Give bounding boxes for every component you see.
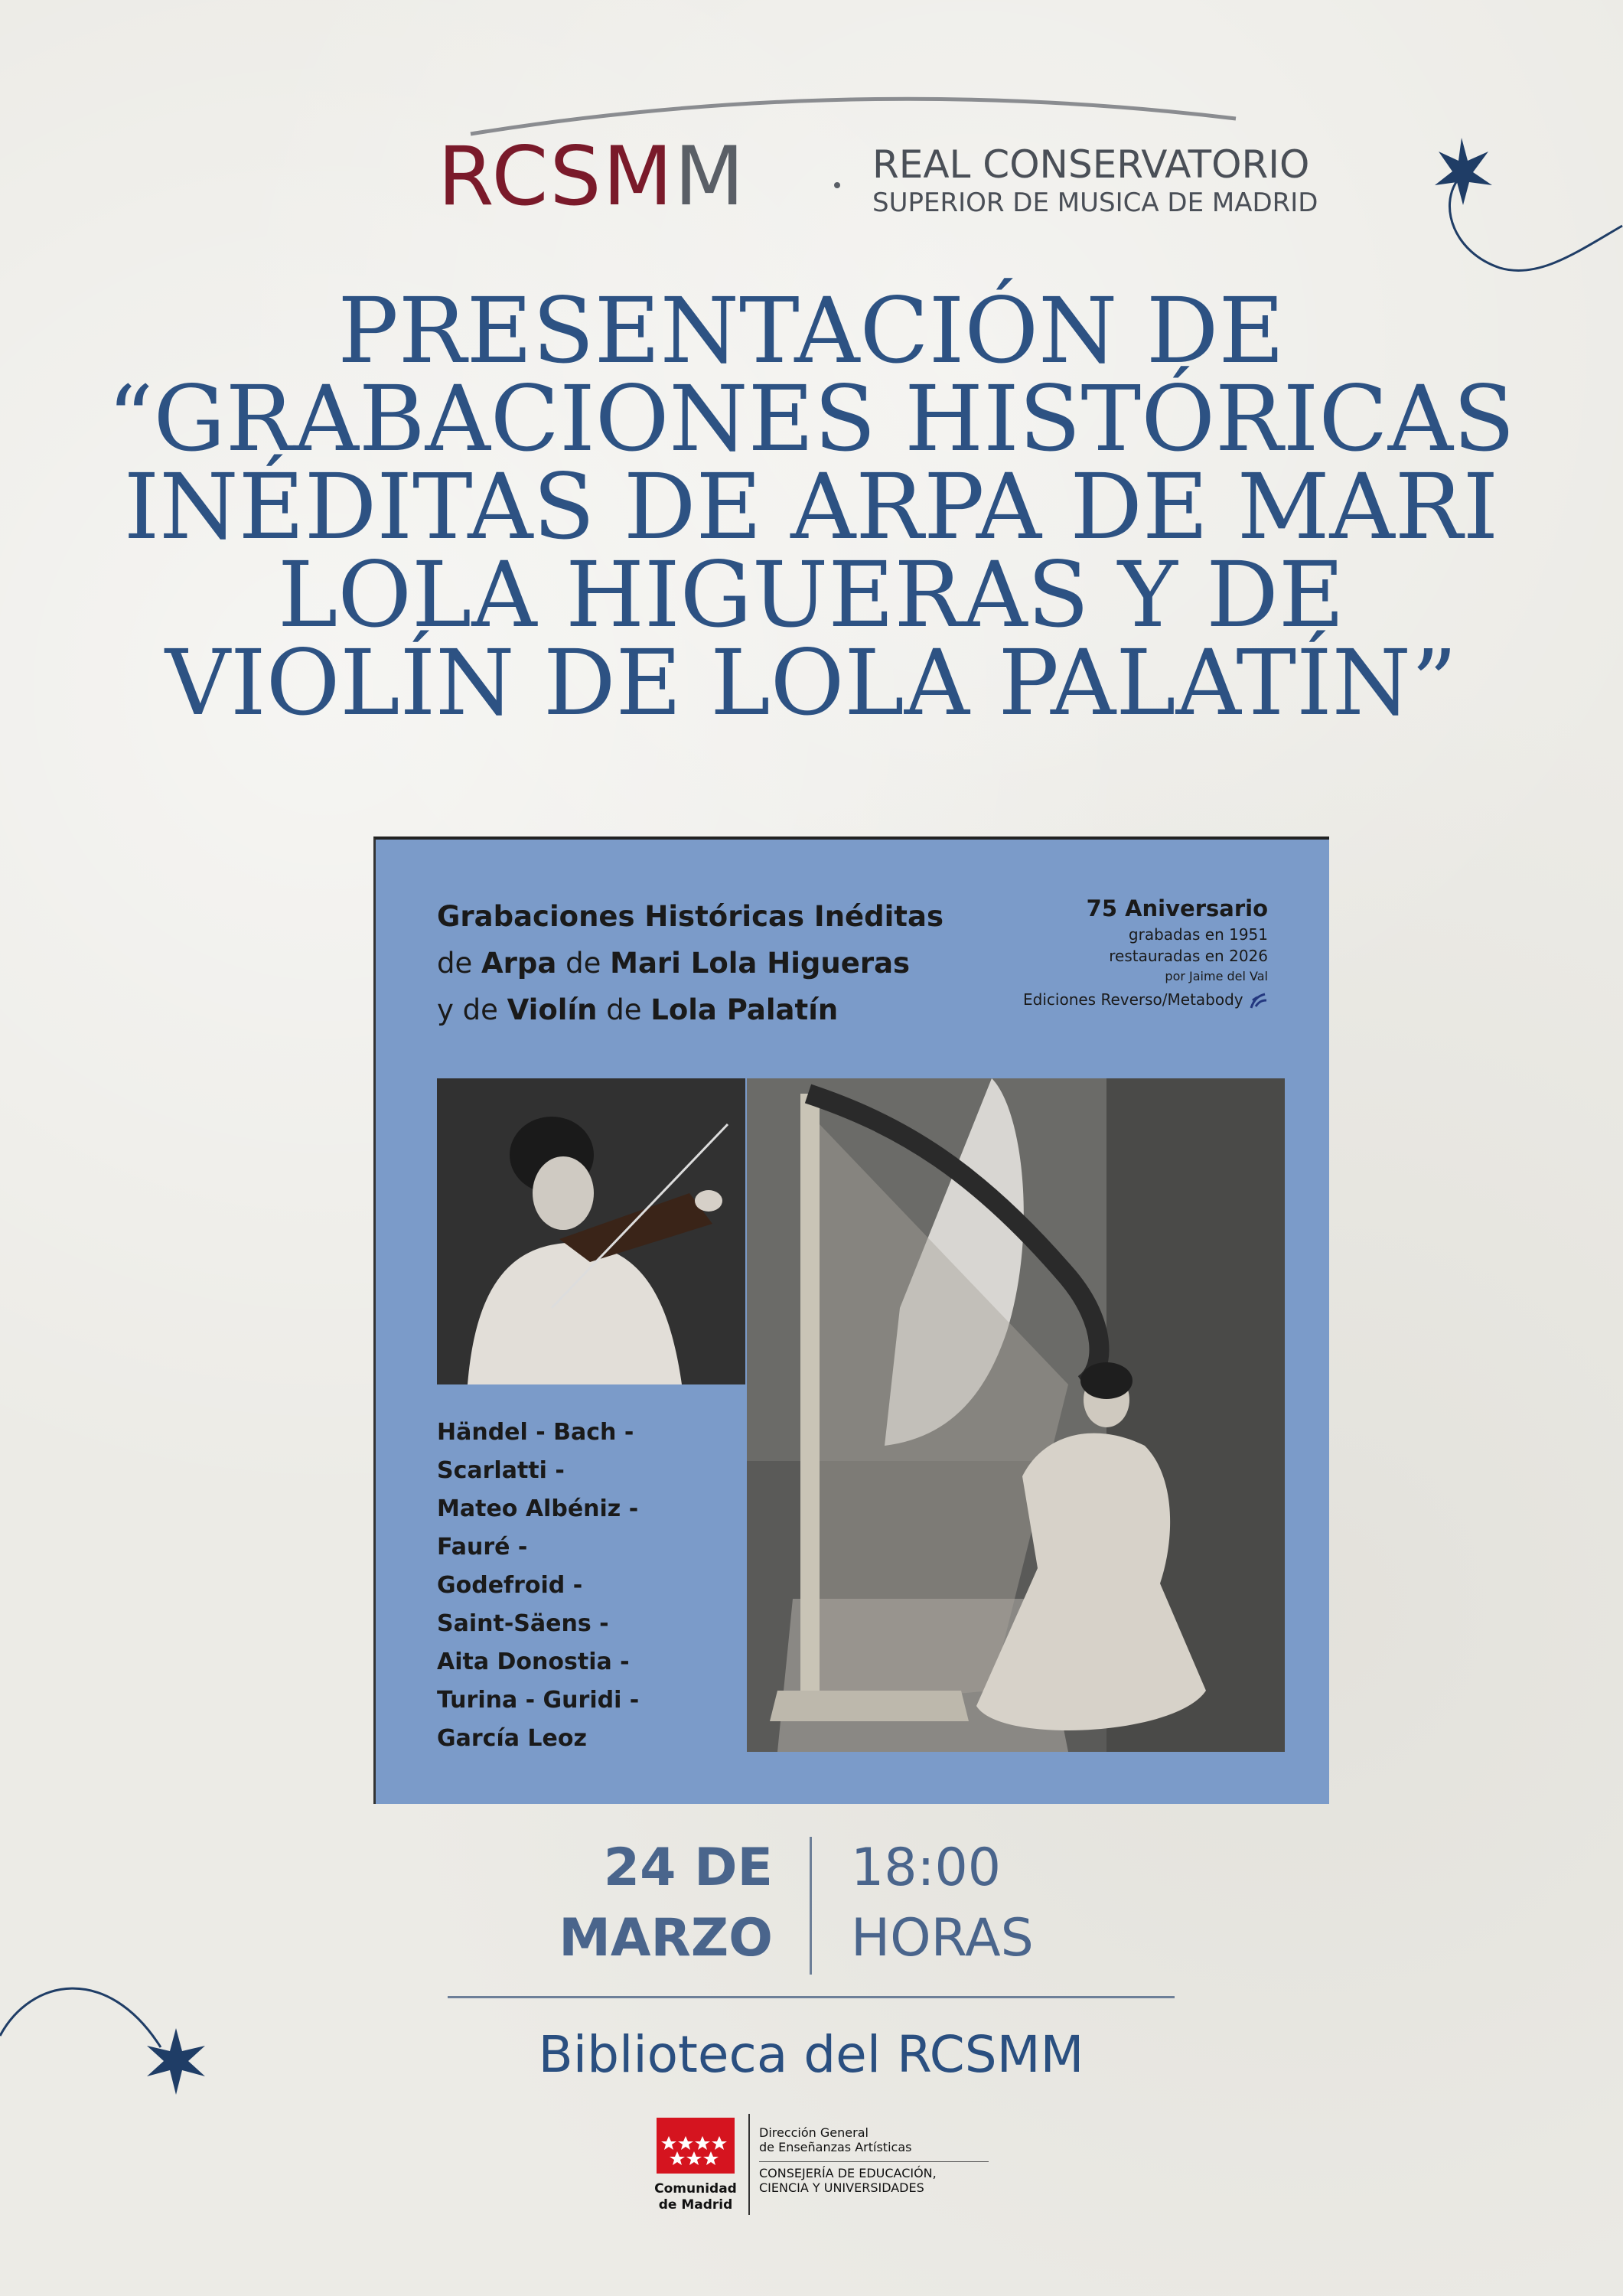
composer-line: Scarlatti - — [437, 1457, 565, 1484]
cover-text-bold: Arpa — [481, 947, 557, 980]
comunidad-madrid-name — [634, 2181, 758, 2213]
time-line1: 18:00 — [851, 1838, 1001, 1898]
composer-line: Händel - Bach - — [437, 1419, 634, 1446]
title-line: VIOLÍN DE LOLA PALATÍN” — [165, 630, 1458, 735]
event-date — [490, 1833, 773, 1974]
cover-text: de — [437, 947, 482, 980]
cons-line2: CIENCIA Y UNIVERSIDADES — [759, 2180, 924, 2195]
cover-text: de — [597, 993, 651, 1026]
anniversary-block — [1023, 893, 1268, 1013]
title-line: PRESENTACIÓN DE — [337, 278, 1285, 383]
footer-divider — [748, 2114, 750, 2215]
cover-text-bold: Violín — [507, 993, 598, 1026]
publisher-name: Ediciones Reverso/Metabody — [1023, 990, 1243, 1009]
time-line2: HORAS — [851, 1908, 1034, 1968]
cm-line1: Comunidad — [654, 2181, 737, 2197]
restored-year: restauradas en 2026 — [1109, 947, 1268, 965]
composer-line: Aita Donostia - — [437, 1649, 630, 1675]
cover-text-bold: Lola Palatín — [650, 993, 839, 1026]
composers-list — [437, 1414, 639, 1758]
recorded-year: grabadas en 1951 — [1128, 925, 1268, 944]
logo-last-letter: M — [674, 129, 746, 223]
star-icon — [0, 1955, 230, 2124]
title-line: LOLA HIGUERAS Y DE — [277, 542, 1345, 647]
cover-text: de — [556, 947, 611, 980]
title-line: INÉDITAS DE ARPA DE MARI — [123, 454, 1499, 559]
consejeria — [759, 2166, 937, 2195]
anniversary-label: 75 Aniversario — [1086, 895, 1268, 921]
cover-title-line1: Grabaciones Históricas Inéditas — [437, 900, 943, 933]
direccion-general — [759, 2125, 911, 2154]
dg-line1: Dirección General — [759, 2125, 869, 2140]
rcsmm-logo — [438, 129, 746, 223]
violinist-photo — [437, 1078, 745, 1384]
stars-icon — [657, 2118, 735, 2174]
event-venue: Biblioteca del RCSMM — [538, 2025, 1084, 2084]
event-time — [851, 1833, 1034, 1974]
album-cover — [373, 837, 1329, 1804]
date-line2: MARZO — [559, 1908, 773, 1968]
dg-line2: de Enseñanzas Artísticas — [759, 2140, 912, 2154]
publisher — [1023, 987, 1268, 1013]
logo-letters: RCSM — [438, 129, 675, 223]
date-time-divider — [810, 1837, 812, 1975]
composer-line: Turina - Guridi - — [437, 1687, 640, 1714]
title-line: “GRABACIONES HISTÓRICAS — [107, 366, 1515, 471]
restorer: por Jaime del Val — [1165, 969, 1268, 983]
cover-text-bold: Mari Lola Higueras — [610, 947, 911, 980]
composer-line: García Leoz — [437, 1725, 587, 1752]
page-title — [92, 278, 1530, 735]
composer-line: Fauré - — [437, 1534, 528, 1561]
composer-line: Mateo Albéniz - — [437, 1495, 639, 1522]
comunidad-madrid-logo — [657, 2118, 735, 2174]
date-line1: 24 DE — [603, 1838, 773, 1898]
logo-dot — [834, 182, 840, 188]
institution-name-line1: REAL CONSERVATORIO — [872, 142, 1310, 187]
cons-line1: CONSEJERÍA DE EDUCACIÓN, — [759, 2166, 937, 2180]
cm-line2: de Madrid — [658, 2197, 733, 2213]
composer-line: Saint-Säens - — [437, 1610, 609, 1637]
consejeria-divider — [759, 2161, 989, 2162]
institution-name-line2: SUPERIOR DE MUSICA DE MADRID — [872, 188, 1318, 218]
composer-line: Godefroid - — [437, 1572, 583, 1599]
cover-heading — [437, 893, 943, 1033]
venue-divider — [448, 1996, 1175, 1998]
cover-text: y de — [437, 993, 507, 1026]
metabody-icon — [1248, 991, 1268, 1011]
harpist-photo — [747, 1078, 1285, 1752]
